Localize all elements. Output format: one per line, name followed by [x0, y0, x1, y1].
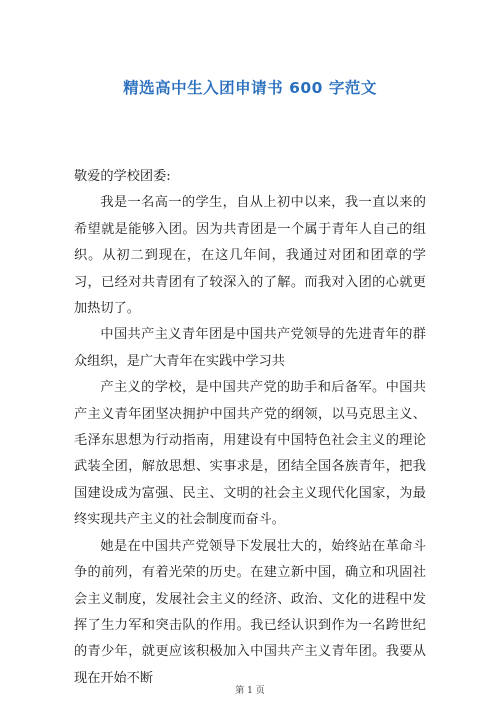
- page-number: 第 1 页: [235, 686, 265, 696]
- paragraph: 她是在中国共产党领导下发展壮大的，始终站在革命斗争的前列，有着光荣的历史。在建立新中国，确立和巩固社会主义制度，发展社会主义的经济、政治、文化的进程中发挥了生力军和突击队的作用。我已经认识到作为一名跨世纪的青少年，就更应该积极加入中国共产主义青年团。我要从现在开始不断: [74, 538, 426, 686]
- document-body: [74, 164, 426, 692]
- paragraph: 产主义的学校，是中国共产党的助手和后备军。中国共产主义青年团坚决拥护中国共产党的纲领，以马克思主义、毛泽东思想为行动指南，用建设有中国特色社会主义的理论武装全团，解放思想、实事求是，团结全国各族青年，把我国建设成为富强、民主、文明的社会主义现代化国家，为最终实现共产主义的社会制度而奋斗。: [74, 380, 426, 528]
- paragraph: 我是一名高一的学生，自从上初中以来，我一直以来的希望就是能够入团。因为共青团是一个属于青年人自己的组织。从初二到现在，在这几年间，我通过对团和团章的学习，已经对共青团有了较深入的了解。而我对入团的心就更加热切了。: [74, 195, 426, 317]
- paragraph: 中国共产主义青年团是中国共产党领导的先进青年的群众组织，是广大青年在实践中学习共: [74, 327, 426, 369]
- salutation: 敬爱的学校团委:: [74, 169, 171, 184]
- document-title: 精选高中生入团申请书 600 字范文: [123, 79, 377, 97]
